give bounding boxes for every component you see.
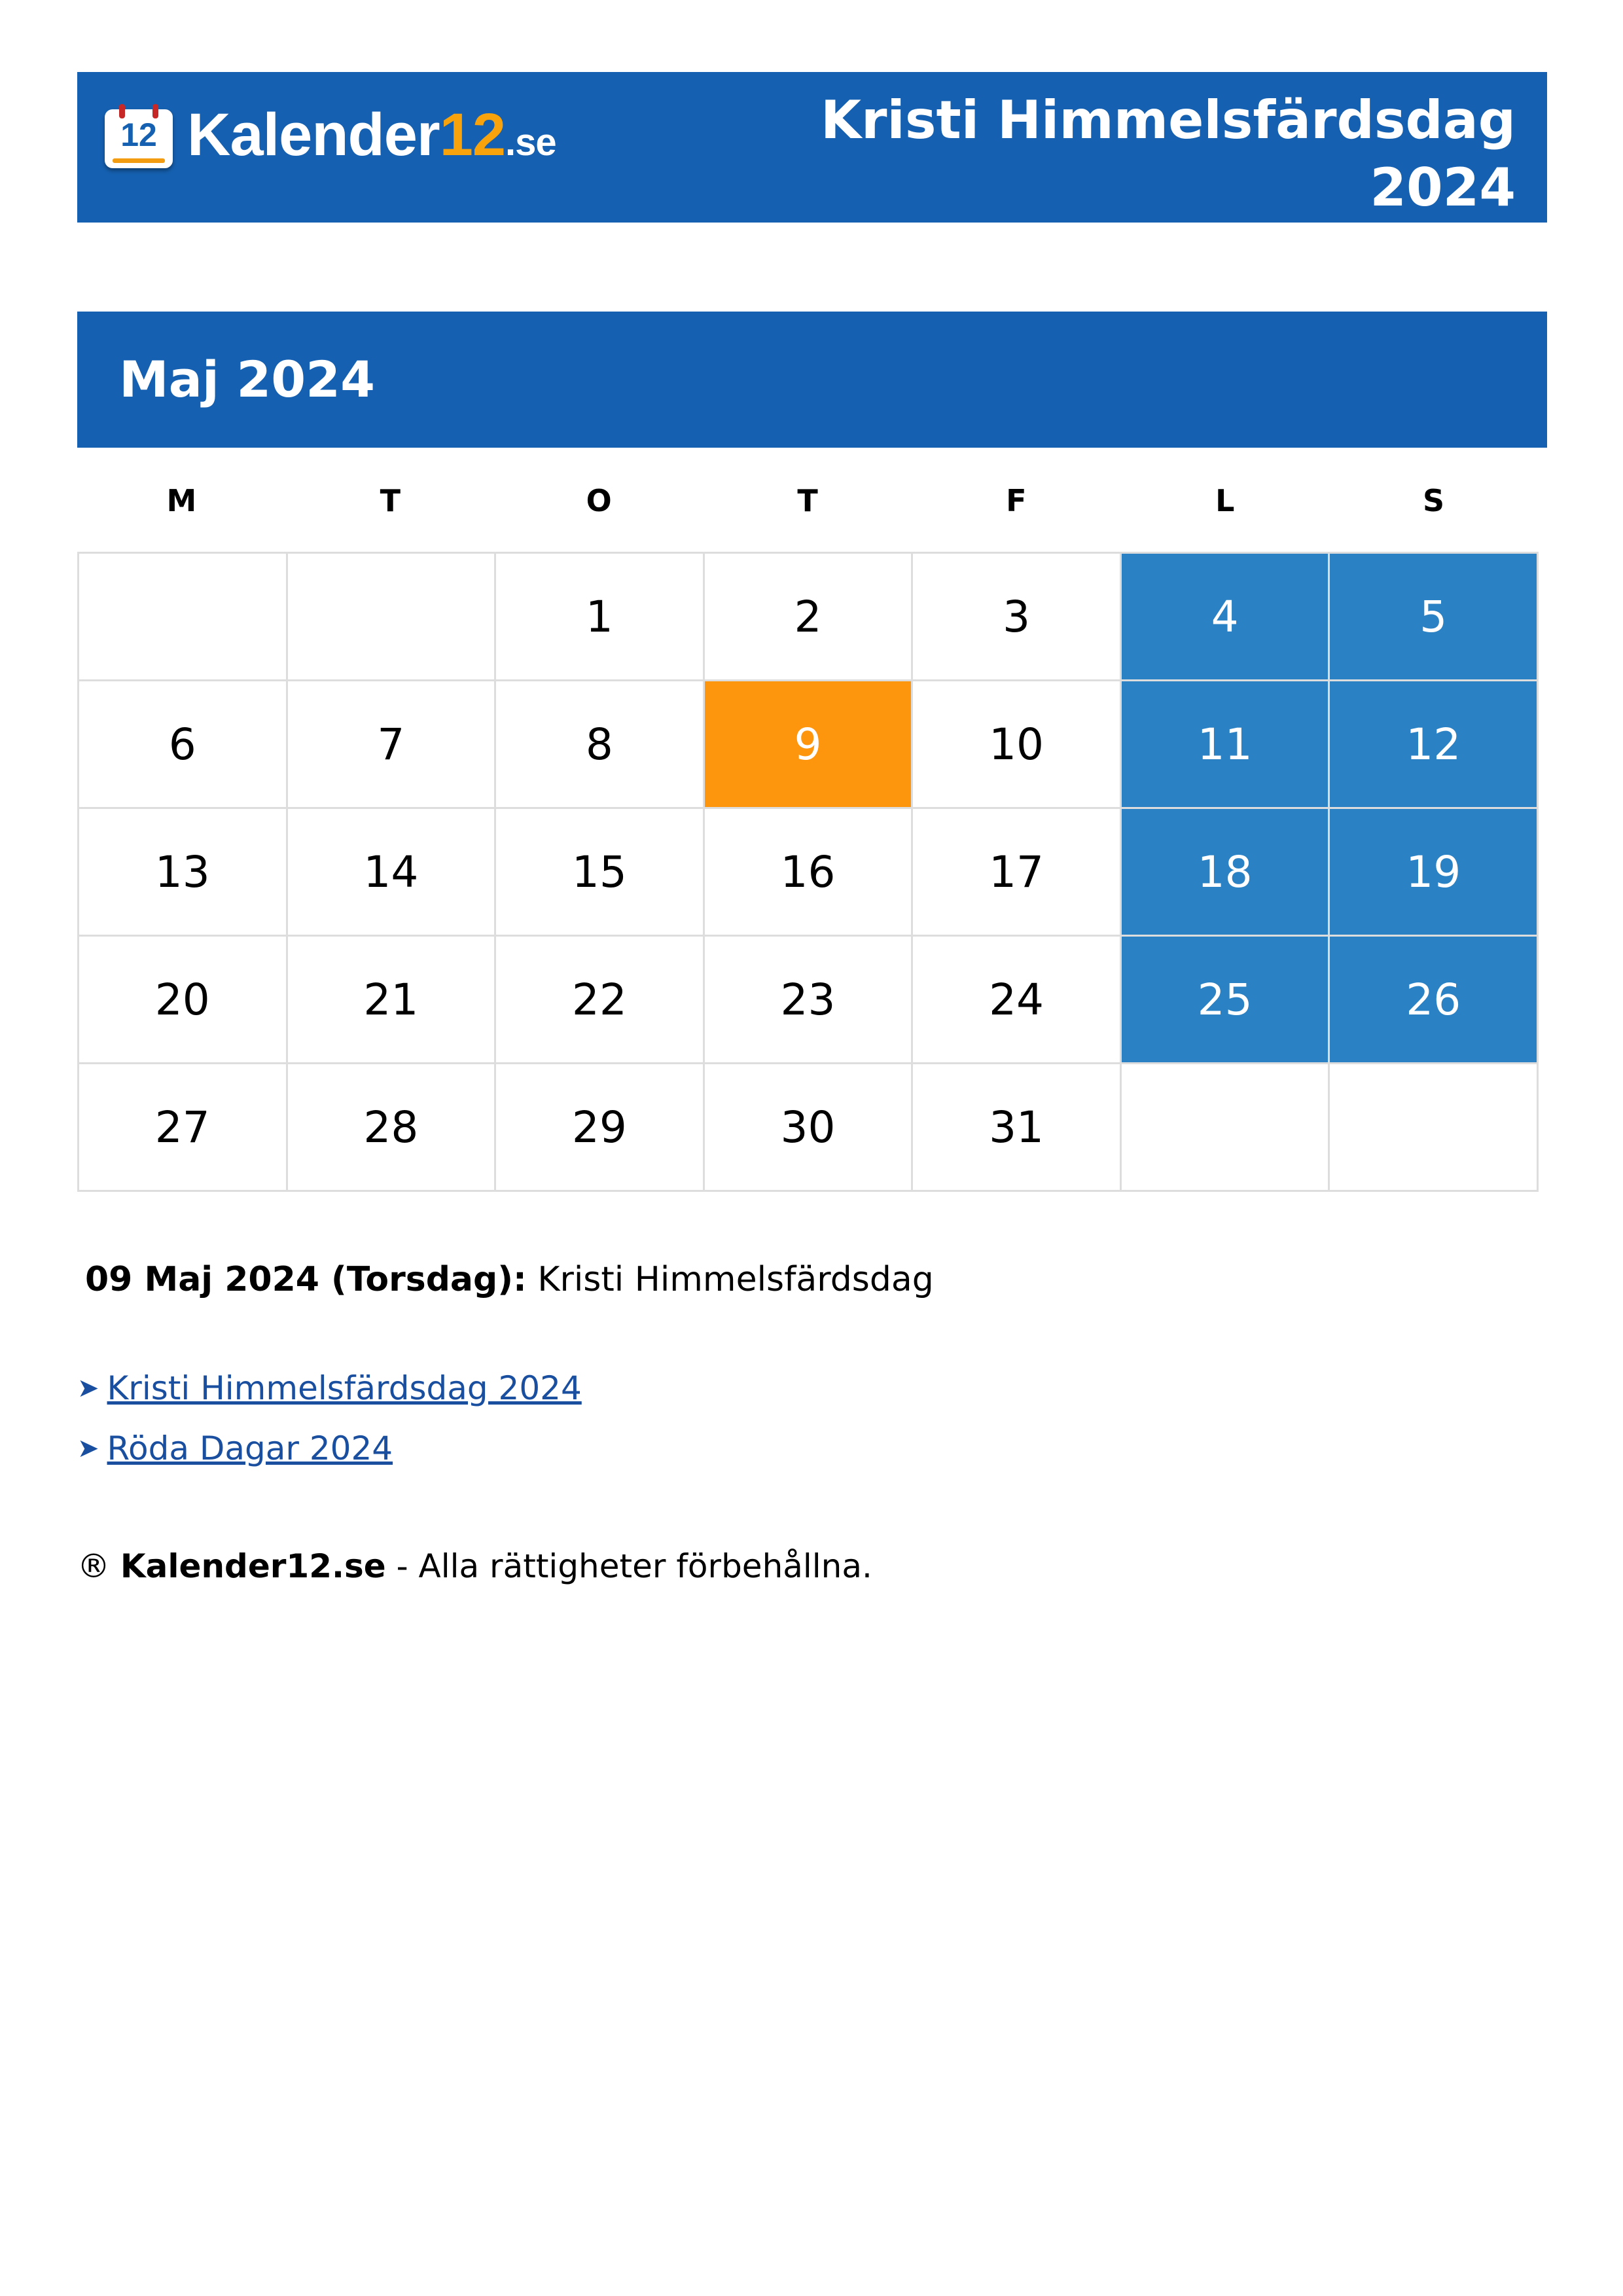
link-row	[77, 1418, 582, 1479]
holiday-name: Kristi Himmelsfärdsdag	[537, 1260, 934, 1299]
day-cell[interactable]: 1	[496, 554, 705, 681]
day-cell[interactable]: 15	[496, 809, 705, 937]
weekday-saturday: L	[1215, 483, 1235, 518]
weekday-friday: F	[1006, 483, 1027, 518]
arrow-right-icon: ➤	[77, 1433, 99, 1463]
link-row	[77, 1358, 582, 1418]
weekday-wednesday: O	[586, 483, 612, 518]
day-cell[interactable]: 30	[705, 1064, 914, 1192]
empty-day-cell	[1330, 1064, 1539, 1192]
day-cell[interactable]: 23	[705, 937, 914, 1064]
day-cell[interactable]: 7	[288, 681, 497, 809]
day-cell[interactable]: 24	[913, 937, 1122, 1064]
day-cell[interactable]: 22	[496, 937, 705, 1064]
empty-day-cell	[79, 554, 288, 681]
calendar-grid	[77, 552, 1539, 1192]
calendar-logo-icon: 12	[105, 109, 173, 168]
logo-number: 12	[439, 101, 506, 168]
day-cell[interactable]: 12	[1330, 681, 1539, 809]
footer	[77, 1543, 872, 1589]
day-cell[interactable]: 26	[1330, 937, 1539, 1064]
day-cell[interactable]: 31	[913, 1064, 1122, 1192]
day-cell[interactable]: 4	[1122, 554, 1330, 681]
weekday-thursday: T	[797, 483, 818, 518]
month-header	[77, 312, 1547, 448]
day-cell[interactable]: 14	[288, 809, 497, 937]
arrow-right-icon: ➤	[77, 1373, 99, 1403]
month-title: Maj 2024	[119, 350, 375, 408]
day-cell[interactable]: 25	[1122, 937, 1330, 1064]
holiday-info	[85, 1257, 934, 1302]
day-cell[interactable]: 10	[913, 681, 1122, 809]
day-cell[interactable]: 19	[1330, 809, 1539, 937]
day-cell[interactable]: 13	[79, 809, 288, 937]
day-cell[interactable]: 2	[705, 554, 914, 681]
registered-icon: ®	[77, 1547, 110, 1585]
related-links	[77, 1358, 582, 1479]
page-title	[730, 86, 1516, 221]
footer-brand: Kalender12.se	[120, 1547, 386, 1585]
day-cell[interactable]: 28	[288, 1064, 497, 1192]
day-cell[interactable]: 17	[913, 809, 1122, 937]
day-cell[interactable]: 6	[79, 681, 288, 809]
holiday-date: 09 Maj 2024 (Torsdag):	[85, 1260, 527, 1299]
empty-day-cell	[288, 554, 497, 681]
weekday-monday: M	[166, 483, 197, 518]
page-header	[77, 72, 1547, 223]
weekday-sunday: S	[1423, 483, 1445, 518]
day-cell[interactable]: 21	[288, 937, 497, 1064]
logo-tld: .se	[505, 121, 556, 164]
day-cell[interactable]: 11	[1122, 681, 1330, 809]
day-cell[interactable]: 5	[1330, 554, 1539, 681]
day-cell[interactable]: 8	[496, 681, 705, 809]
page-title-line1: Kristi Himmelsfärdsdag	[820, 90, 1516, 151]
holiday-day-cell[interactable]: 9	[705, 681, 914, 809]
logo-text	[187, 102, 556, 175]
link-roda-dagar-2024[interactable]: Röda Dagar 2024	[107, 1429, 393, 1467]
logo-name: Kalender	[187, 101, 440, 168]
footer-text: - Alla rättigheter förbehållna.	[396, 1547, 872, 1585]
page-title-line2: 2024	[1370, 157, 1516, 218]
day-cell[interactable]: 16	[705, 809, 914, 937]
empty-day-cell	[1122, 1064, 1330, 1192]
link-kristi-himmelsfardsdag-2024[interactable]: Kristi Himmelsfärdsdag 2024	[107, 1369, 582, 1407]
day-cell[interactable]: 3	[913, 554, 1122, 681]
day-cell[interactable]: 27	[79, 1064, 288, 1192]
day-cell[interactable]: 20	[79, 937, 288, 1064]
day-cell[interactable]: 18	[1122, 809, 1330, 937]
weekday-header-row	[77, 478, 1538, 524]
weekday-tuesday: T	[380, 483, 401, 518]
site-logo[interactable]	[105, 101, 556, 171]
day-cell[interactable]: 29	[496, 1064, 705, 1192]
